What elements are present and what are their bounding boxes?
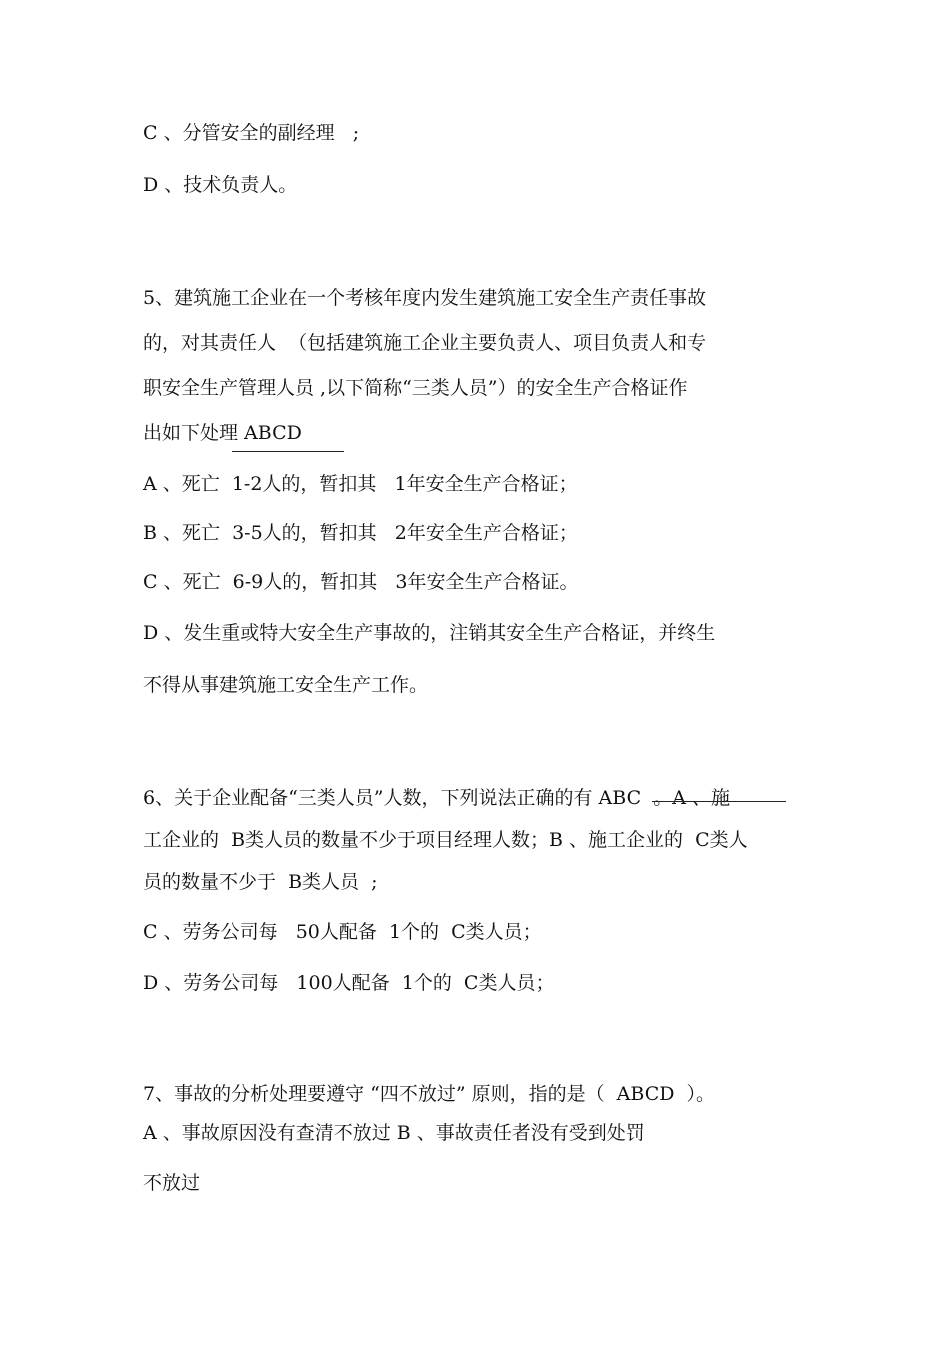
q4-option-d: D 、技术负责人。 bbox=[143, 174, 298, 196]
q5-stem-line-4: 出如下处理 ABCD bbox=[143, 422, 302, 444]
q6-stem-line-2: 工企业的 B类人员的数量不少于项目经理人数；B 、施工企业的 C类人 bbox=[143, 829, 748, 851]
q7-stem-line-1: 7、事故的分析处理要遵守 “四不放过” 原则，指的是（ ABCD ）。 bbox=[143, 1083, 716, 1105]
q5-option-a: A 、死亡 1-2人的，暂扣其 1年安全生产合格证； bbox=[143, 473, 578, 495]
q6-answer-strike bbox=[652, 801, 786, 802]
q5-stem-line-1: 5、建筑施工企业在一个考核年度内发生建筑施工安全生产责任事故 bbox=[143, 287, 707, 309]
q7-options-ab: A 、事故原因没有查清不放过 B 、事故责任者没有受到处罚 bbox=[143, 1122, 645, 1144]
q5-option-c: C 、死亡 6-9人的，暂扣其 3年安全生产合格证。 bbox=[143, 571, 579, 593]
q6-stem-line-3: 员的数量不少于 B类人员 ; bbox=[143, 871, 378, 893]
q5-stem-line-3: 职安全生产管理人员 ,以下简称“三类人员”）的安全生产合格证作 bbox=[143, 377, 688, 399]
q4-option-c: C 、分管安全的副经理 ; bbox=[143, 122, 360, 144]
q5-option-d-line-1: D 、发生重或特大安全生产事故的，注销其安全生产合格证，并终生 bbox=[143, 622, 716, 644]
q6-option-d: D 、劳务公司每 100人配备 1个的 C类人员； bbox=[143, 972, 555, 994]
q5-answer-underline bbox=[232, 451, 344, 452]
q6-stem-line-1: 6、关于企业配备“三类人员”人数，下列说法正确的有 ABC 。A 、施 bbox=[143, 787, 730, 809]
q5-stem-line-2: 的，对其责任人 （包括建筑施工企业主要负责人、项目负责人和专 bbox=[143, 332, 707, 354]
q5-option-b: B 、死亡 3-5人的，暂扣其 2年安全生产合格证； bbox=[143, 522, 578, 544]
q7-option-b-continued: 不放过 bbox=[143, 1172, 201, 1194]
q5-option-d-line-2: 不得从事建筑施工安全生产工作。 bbox=[143, 674, 429, 696]
q6-option-c: C 、劳务公司每 50人配备 1个的 C类人员； bbox=[143, 921, 542, 943]
